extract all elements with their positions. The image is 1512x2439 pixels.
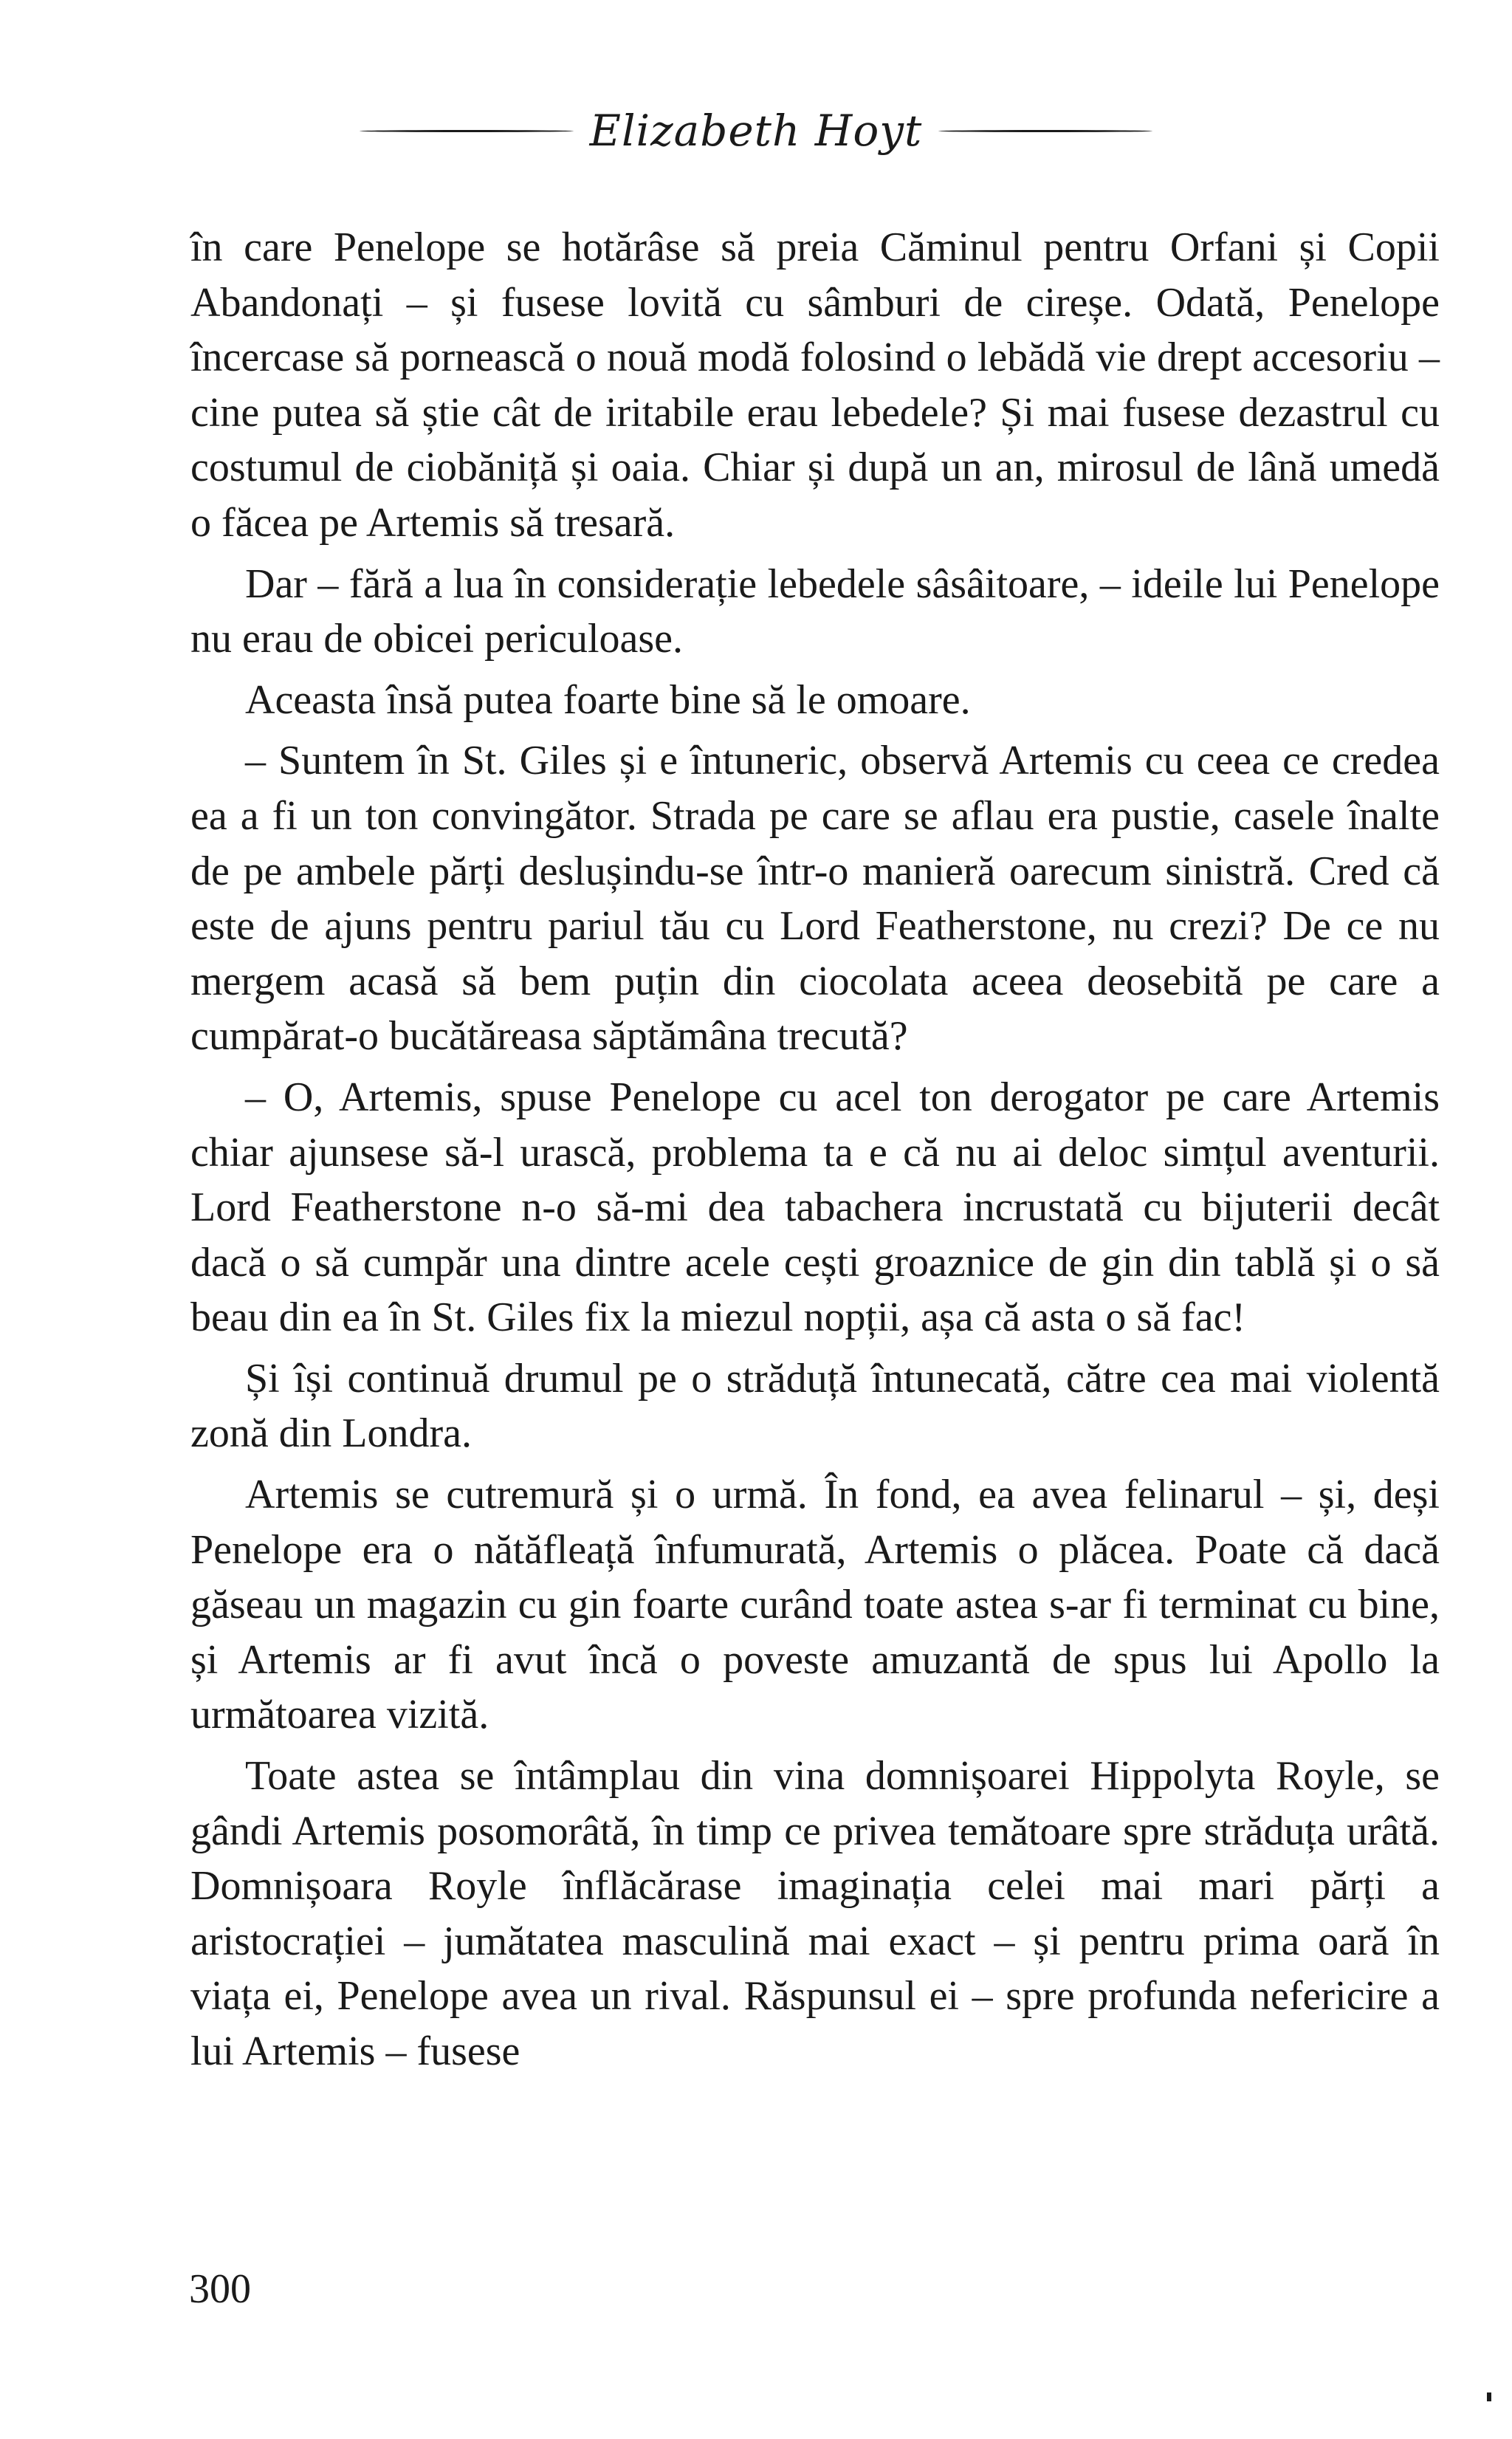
paragraph-7: Artemis se cutremură și o urmă. În fond, ea avea felinarul – și, deși Penelope era o nătăfleață înfumurată, Artemis o plăcea. Poate că dacă găseau un magazin cu gin foarte curând toate astea s-ar fi terminat cu bine, și Artemis ar fi avut încă o poveste amuzantă de spus lui Apollo la următoarea vizită. [190,1472,1440,1738]
paragraph-8: Toate astea se întâmplau din vina domnișoarei Hippolyta Royle, se gândi Artemis posomorâtă, în timp ce privea temătoare spre străduța urâtă. Domnișoara Royle înflăcărase imaginația celei mai mari părți a aristocrației – jumătatea masculină mai exact – și pentru prima oară în viața ei, Penelope avea un rival. Răspunsul ei – spre profunda nefericire a lui Artemis – fusese [190,1753,1440,2074]
body-text [190,220,1440,2085]
author-name: Elizabeth Hoyt [589,106,923,156]
page-number: 300 [189,2266,251,2312]
paragraph-2: Dar – fără a lua în considerație lebedele sâsâitoare, – ideile lui Penelope nu erau de obicei periculoase. [190,560,1440,662]
paragraph-5: – O, Artemis, spuse Penelope cu acel ton derogator pe care Artemis chiar ajunsese să-l urască, problema ta e că nu ai deloc simțul aventurii. Lord Featherstone n-o să-mi dea tabachera incrustată cu bijuterii decât dacă o să cumpăr una dintre acele cești groaznice de gin din tablă și o să beau din ea în St. Giles fix la miezul nopții, așa că asta o să fac! [190,1074,1440,1341]
paragraph-1: în care Penelope se hotărâse să preia Căminul pentru Orfani și Copii Abandonați – și fusese lovită cu sâmburi de cireșe. Odată, Penelope încercase să pornească o nouă modă folosind o lebădă vie drept accesoriu – cine putea să știe cât de iritabile erau lebedele? Și mai fusese dezastrul cu costumul de ciobăniță și oaia. Chiar și după un an, mirosul de lână umedă o făcea pe Artemis să tresară. [190,224,1440,546]
paragraph-4: – Suntem în St. Giles și e întuneric, observă Artemis cu ceea ce credea ea a fi un ton convingător. Strada pe care se aflau era pustie, casele înalte de pe ambele părți deslușindu-se într-o manieră oarecum sinistră. Cred că este de ajuns pentru pariul tău cu Lord Featherstone, nu crezi? De ce nu mergem acasă să bem puțin din ciocolata aceea deosebită pe care a cumpărat-o bucătăreasa săptămâna trecută? [190,738,1440,1060]
scan-mark [1487,2392,1491,2401]
paragraph-6: Și își continuă drumul pe o străduță întunecată, către cea mai violentă zonă din Londra. [190,1355,1440,1457]
running-header [0,106,1512,156]
header-rule-right [938,130,1152,132]
paragraph-3: Aceasta însă putea foarte bine să le omoare. [245,676,971,723]
header-rule-left [360,130,574,132]
